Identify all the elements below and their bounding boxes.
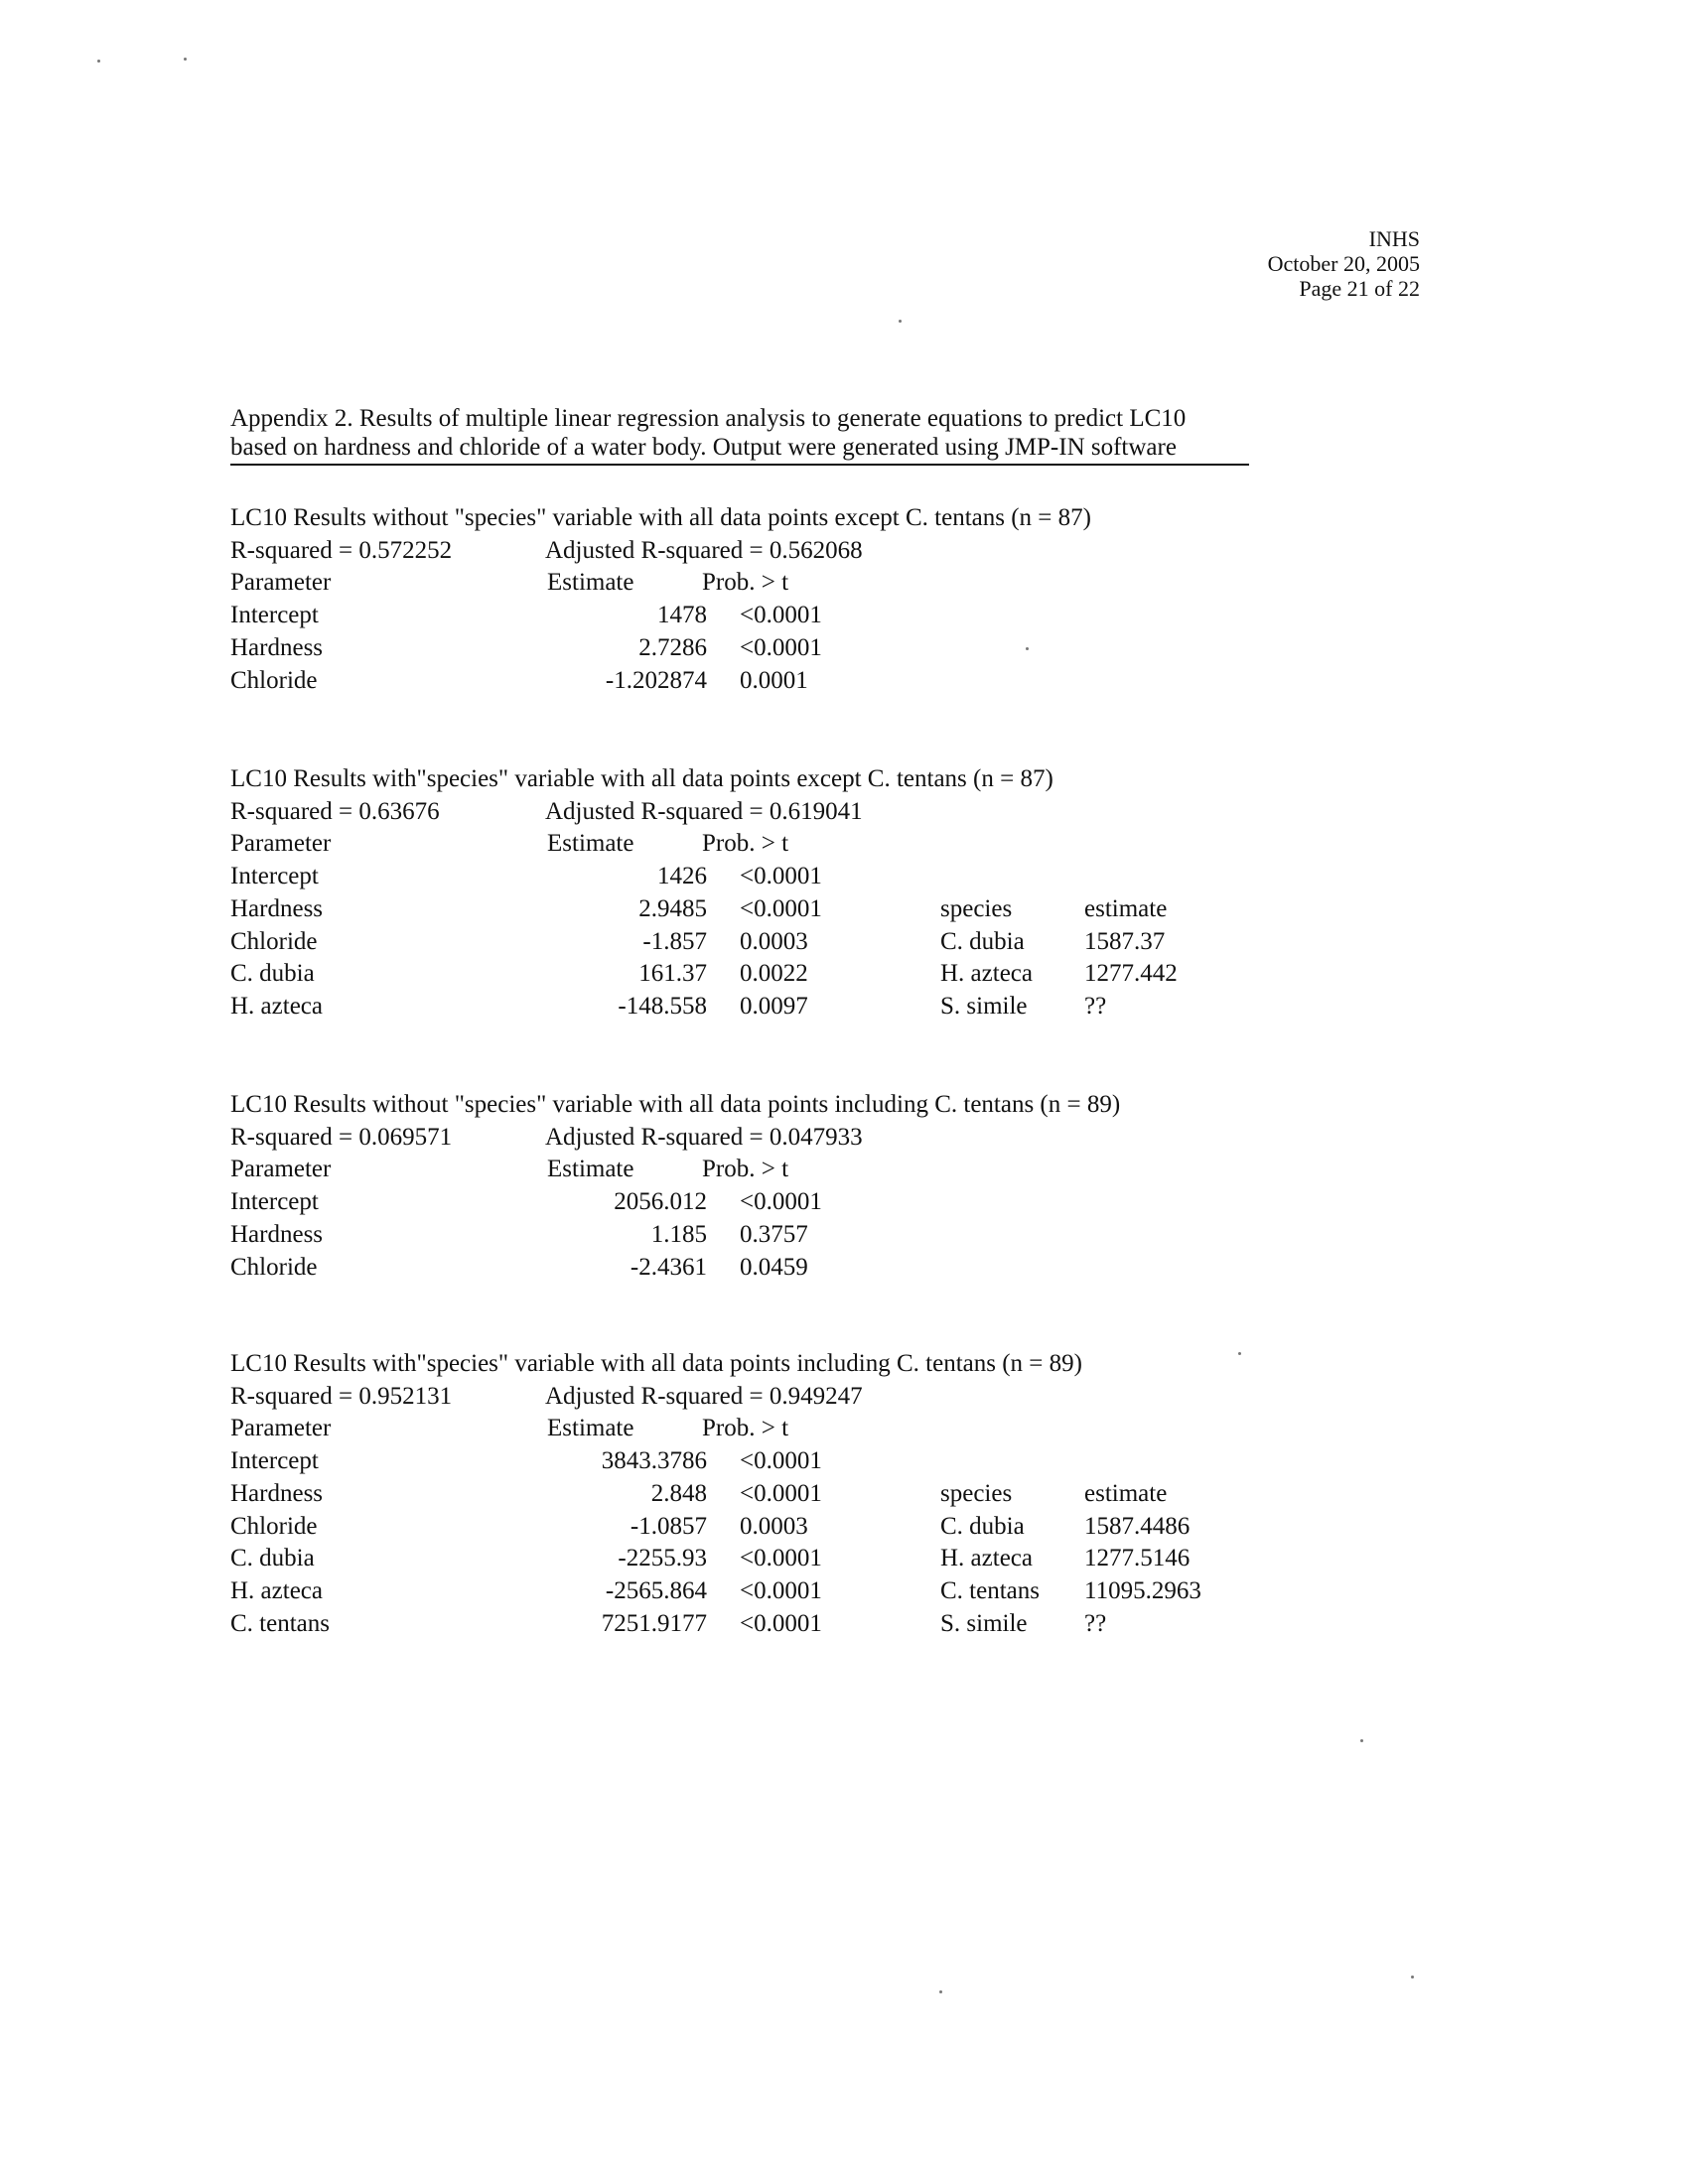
prob-value: <0.0001 (740, 602, 822, 629)
species-name: H. azteca (940, 960, 1033, 988)
parameter-name: C. tentans (230, 1609, 330, 1637)
scan-speck (97, 60, 100, 63)
r-squared: R-squared = 0.572252 (230, 536, 453, 564)
species-estimate: ?? (1084, 992, 1107, 1020)
species-name: C. dubia (940, 927, 1025, 955)
estimate-value: 2056.012 (614, 1188, 707, 1216)
prob-value: 0.0022 (740, 960, 808, 988)
section-title: LC10 Results with"species" variable with all data points except C. tentans (n = 87) (230, 765, 1053, 792)
estimate-value: 3843.3786 (601, 1447, 707, 1475)
section-title: LC10 Results without "species" variable with all data points including C. tentans (n = 89) (230, 1091, 1121, 1118)
prob-value: <0.0001 (740, 1576, 822, 1604)
estimate-value: -148.558 (618, 992, 707, 1020)
species-estimate: 1587.4486 (1084, 1512, 1191, 1540)
prob-value: 0.3757 (740, 1220, 808, 1248)
prob-value: <0.0001 (740, 633, 822, 661)
prob-value: <0.0001 (740, 863, 822, 890)
adjusted-r-squared: Adjusted R-squared = 0.047933 (545, 1123, 863, 1151)
parameter-name: Hardness (230, 1220, 324, 1248)
estimate-value: 161.37 (638, 960, 707, 988)
scan-speck (1411, 1976, 1414, 1979)
caption-underline (230, 464, 1249, 466)
parameter-name: Intercept (230, 602, 319, 629)
header-org: INHS (1368, 226, 1420, 251)
species-estimate: 1277.5146 (1084, 1545, 1191, 1572)
column-header-estimate: Estimate (547, 830, 634, 858)
estimate-value: -2.4361 (630, 1253, 707, 1281)
species-name: S. simile (940, 992, 1028, 1020)
parameter-name: Chloride (230, 927, 318, 955)
scan-speck (1360, 1739, 1363, 1742)
r-squared: R-squared = 0.952131 (230, 1382, 453, 1410)
column-header-parameter: Parameter (230, 1156, 332, 1183)
parameter-name: Chloride (230, 1253, 318, 1281)
prob-value: <0.0001 (740, 1188, 822, 1216)
estimate-value: 7251.9177 (601, 1609, 707, 1637)
estimate-value: 2.9485 (638, 894, 707, 922)
prob-value: 0.0001 (740, 666, 808, 694)
scan-speck (1026, 647, 1029, 650)
species-estimate: ?? (1084, 1609, 1107, 1637)
species-name: C. dubia (940, 1512, 1025, 1540)
parameter-name: Chloride (230, 1512, 318, 1540)
parameter-name: H. azteca (230, 992, 323, 1020)
species-estimate: 1277.442 (1084, 960, 1178, 988)
appendix-caption-line-2: based on hardness and chloride of a water body. Output were generated using JMP-IN software (230, 434, 1177, 461)
column-header-parameter: Parameter (230, 830, 332, 858)
adjusted-r-squared: Adjusted R-squared = 0.562068 (545, 536, 863, 564)
species-estimate-header: estimate (1084, 1479, 1168, 1507)
parameter-name: Hardness (230, 894, 324, 922)
prob-value: <0.0001 (740, 1609, 822, 1637)
species-name: S. simile (940, 1609, 1028, 1637)
scan-speck (1238, 1352, 1241, 1355)
species-estimate: 1587.37 (1084, 927, 1166, 955)
r-squared: R-squared = 0.63676 (230, 797, 440, 825)
parameter-name: Hardness (230, 633, 324, 661)
species-estimate: 11095.2963 (1084, 1576, 1201, 1604)
estimate-value: -1.857 (642, 927, 707, 955)
column-header-estimate: Estimate (547, 569, 634, 597)
scan-speck (184, 58, 187, 61)
scan-speck (899, 320, 902, 323)
column-header-prob: Prob. > t (702, 1415, 789, 1442)
prob-value: <0.0001 (740, 1545, 822, 1572)
species-estimate-header: estimate (1084, 894, 1168, 922)
prob-value: <0.0001 (740, 1447, 822, 1475)
estimate-value: 1478 (657, 602, 707, 629)
appendix-caption-line-1: Appendix 2. Results of multiple linear regression analysis to generate equations to predict LC10 (230, 405, 1187, 432)
column-header-prob: Prob. > t (702, 569, 789, 597)
species-name: H. azteca (940, 1545, 1033, 1572)
prob-value: 0.0459 (740, 1253, 808, 1281)
parameter-name: Hardness (230, 1479, 324, 1507)
prob-value: 0.0003 (740, 927, 808, 955)
estimate-value: 1426 (657, 863, 707, 890)
species-header: species (940, 1479, 1013, 1507)
species-header: species (940, 894, 1013, 922)
estimate-value: 2.7286 (638, 633, 707, 661)
column-header-estimate: Estimate (547, 1156, 634, 1183)
section-title: LC10 Results with"species" variable with all data points including C. tentans (n = 89) (230, 1350, 1082, 1377)
header-date: October 20, 2005 (1267, 251, 1420, 276)
parameter-name: C. dubia (230, 1545, 315, 1572)
column-header-prob: Prob. > t (702, 1156, 789, 1183)
scan-speck (939, 1990, 942, 1993)
parameter-name: C. dubia (230, 960, 315, 988)
parameter-name: Chloride (230, 666, 318, 694)
estimate-value: -2255.93 (618, 1545, 707, 1572)
header-page-number: Page 21 of 22 (1299, 276, 1420, 301)
estimate-value: -2565.864 (605, 1576, 707, 1604)
adjusted-r-squared: Adjusted R-squared = 0.619041 (545, 797, 863, 825)
prob-value: 0.0003 (740, 1512, 808, 1540)
parameter-name: Intercept (230, 1447, 319, 1475)
parameter-name: Intercept (230, 863, 319, 890)
estimate-value: 2.848 (650, 1479, 707, 1507)
column-header-parameter: Parameter (230, 1415, 332, 1442)
column-header-estimate: Estimate (547, 1415, 634, 1442)
estimate-value: -1.0857 (630, 1512, 707, 1540)
parameter-name: Intercept (230, 1188, 319, 1216)
column-header-parameter: Parameter (230, 569, 332, 597)
r-squared: R-squared = 0.069571 (230, 1123, 453, 1151)
prob-value: <0.0001 (740, 1479, 822, 1507)
prob-value: 0.0097 (740, 992, 808, 1020)
estimate-value: 1.185 (650, 1220, 707, 1248)
adjusted-r-squared: Adjusted R-squared = 0.949247 (545, 1382, 863, 1410)
column-header-prob: Prob. > t (702, 830, 789, 858)
estimate-value: -1.202874 (605, 666, 707, 694)
parameter-name: H. azteca (230, 1576, 323, 1604)
prob-value: <0.0001 (740, 894, 822, 922)
species-name: C. tentans (940, 1576, 1040, 1604)
section-title: LC10 Results without "species" variable with all data points except C. tentans (n = 87) (230, 504, 1091, 531)
